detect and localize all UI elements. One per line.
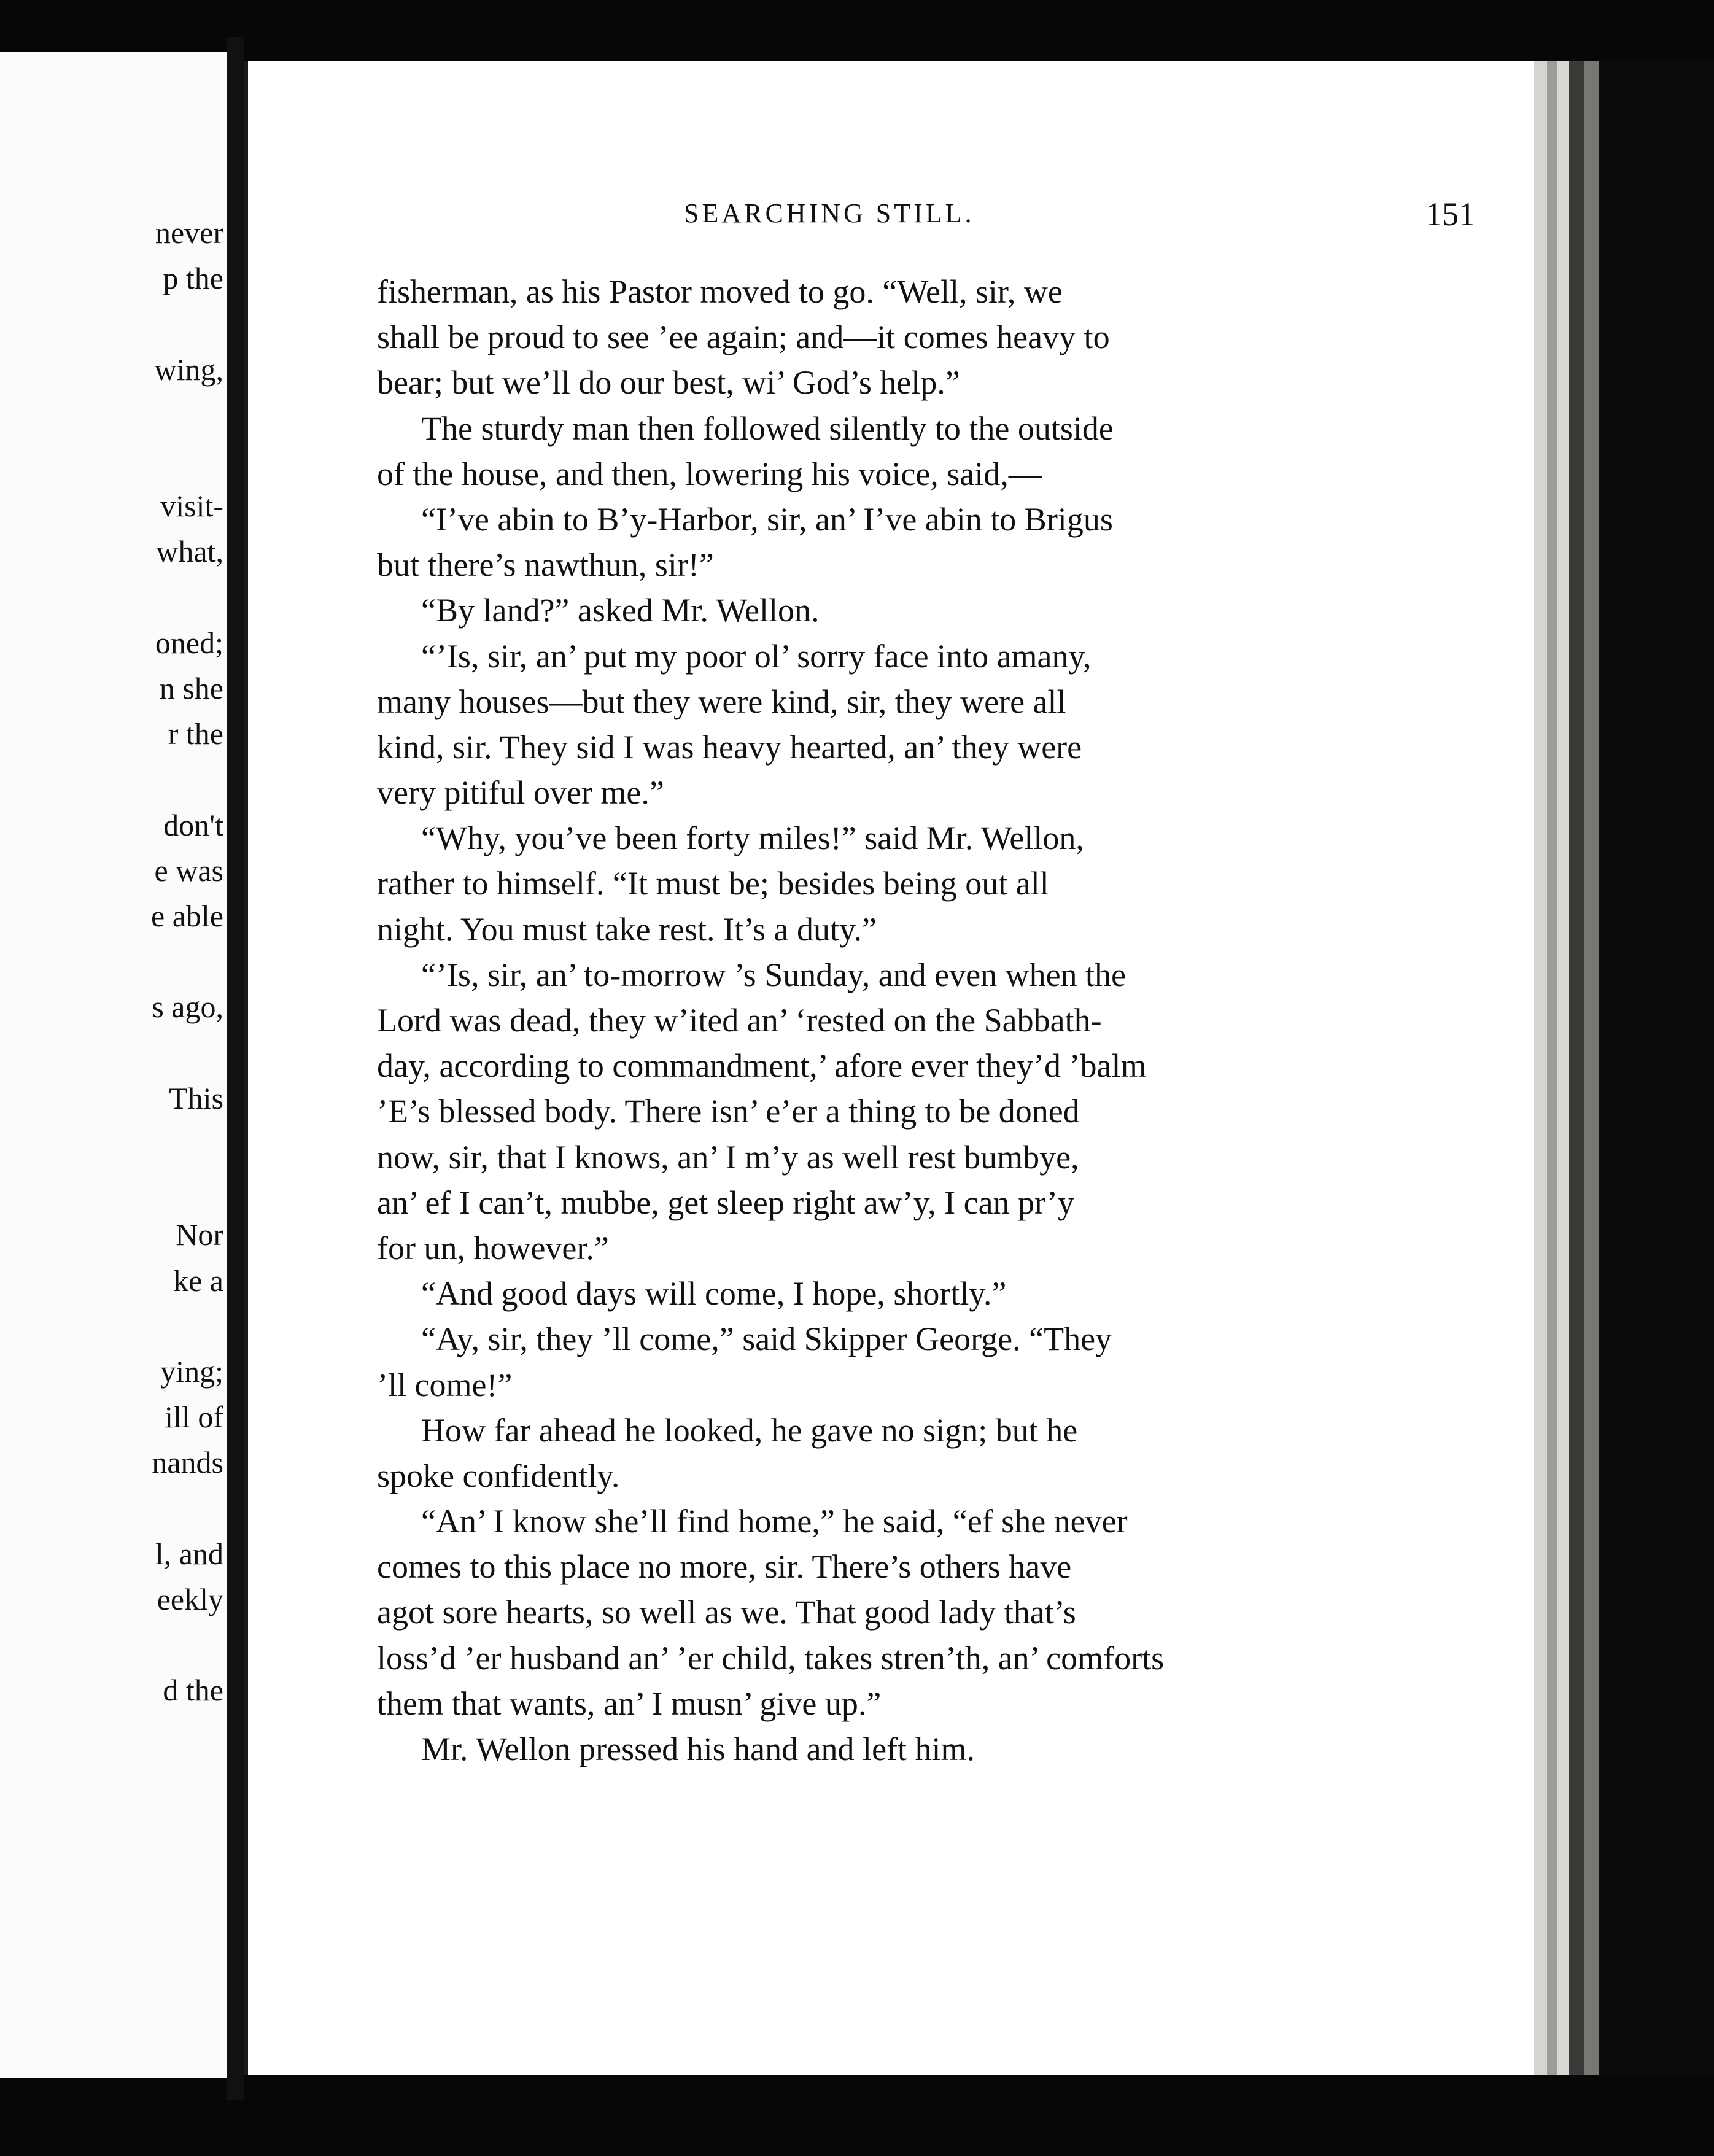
book-gutter — [227, 37, 244, 2100]
text-line: rather to himself. “It must be; besides being out all — [377, 865, 1049, 902]
text-line: The sturdy man then followed silently to the outside — [421, 409, 1114, 447]
current-page — [244, 61, 1537, 2075]
text-line: Lord was dead, they w’ited an’ ‘rested on the Sabbath- — [377, 1002, 1102, 1039]
previous-page-line-fragment: oned; — [155, 625, 223, 660]
page-edge — [1534, 61, 1547, 2075]
previous-page-line-fragment: e was — [154, 853, 223, 888]
previous-page-line-fragment: e able — [151, 899, 223, 933]
page-edge — [1584, 61, 1599, 2075]
text-line: kind, sir. They sid I was heavy hearted, an’ they were — [377, 728, 1082, 766]
text-line: very pitiful over me.” — [377, 774, 664, 812]
text-line: “I’ve abin to B’y-Harbor, sir, an’ I’ve abin to Brigus — [421, 500, 1113, 538]
previous-page-line-fragment: r the — [168, 716, 223, 751]
text-line: them that wants, an’ I musn’ give up.” — [377, 1685, 882, 1722]
text-line: ’E’s blessed body. There isn’ e’er a thing to be doned — [377, 1093, 1080, 1130]
text-line: many houses—but they were kind, sir, they were all — [377, 683, 1066, 720]
previous-page-line-fragment: p the — [163, 261, 223, 296]
previous-page-line-fragment: ying; — [160, 1354, 223, 1389]
previous-page-line-fragment: d the — [163, 1673, 223, 1708]
text-line: ’ll come!” — [377, 1366, 513, 1403]
text-line: How far ahead he looked, he gave no sign; but he — [421, 1411, 1078, 1449]
text-line: “An’ I know she’ll find home,” he said, “ef she never — [421, 1503, 1128, 1540]
text-line: “Why, you’ve been forty miles!” said Mr. Wellon, — [421, 820, 1084, 857]
text-line: bear; but we’ll do our best, wi’ God’s help.” — [377, 364, 960, 401]
page-edge — [1547, 61, 1557, 2075]
text-line: Mr. Wellon pressed his hand and left him. — [421, 1731, 975, 1767]
previous-page-line-fragment: Nor — [176, 1217, 223, 1252]
text-line: but there’s nawthun, sir!” — [377, 546, 714, 584]
text-line: “By land?” asked Mr. Wellon. — [421, 592, 820, 629]
previous-page-line-fragment: wing, — [154, 352, 223, 387]
text-line: night. You must take rest. It’s a duty.” — [377, 910, 877, 948]
previous-page-line-fragment: never — [155, 215, 223, 250]
text-line: loss’d ’er husband an’ ’er child, takes stren’th, an’ comforts — [377, 1639, 1165, 1677]
text-line: an’ ef I can’t, mubbe, get sleep right aw’y, I can pr’y — [377, 1184, 1075, 1221]
running-head: SEARCHING STILL. — [684, 198, 975, 228]
text-line: “And good days will come, I hope, shortly.” — [421, 1275, 1007, 1313]
text-line: agot sore hearts, so well as we. That good lady that’s — [377, 1594, 1076, 1631]
previous-page-line-fragment: l, and — [155, 1536, 223, 1571]
previous-page-line-fragment: nands — [152, 1445, 223, 1480]
text-line: day, according to commandment,’ afore ever they’d ’balm — [377, 1047, 1147, 1085]
page-number: 151 — [1425, 196, 1475, 233]
previous-page-line-fragment: what, — [156, 534, 223, 569]
previous-page-line-fragment: This — [169, 1080, 223, 1115]
previous-page — [0, 52, 230, 2078]
text-line: comes to this place no more, sir. There’s others have — [377, 1548, 1072, 1586]
previous-page-line-fragment: ill of — [165, 1400, 223, 1435]
page-body-text — [377, 269, 1525, 1772]
text-line: shall be proud to see ’ee again; and—it comes heavy to — [377, 319, 1110, 356]
page-edge — [1557, 61, 1569, 2075]
text-line: “’Is, sir, an’ put my poor ol’ sorry face into amany, — [421, 637, 1092, 675]
previous-page-line-fragment: visit- — [160, 489, 223, 524]
previous-page-line-fragment: eekly — [157, 1582, 223, 1616]
previous-page-line-fragment: s ago, — [152, 990, 223, 1025]
text-line: for un, however.” — [377, 1229, 609, 1266]
text-line: fisherman, as his Pastor moved to go. “Well, sir, we — [377, 273, 1063, 310]
text-line: “Ay, sir, they ’ll come,” said Skipper George. “They — [421, 1320, 1112, 1358]
text-line: now, sir, that I knows, an’ I m’y as well rest bumbye, — [377, 1138, 1079, 1176]
previous-page-line-fragment: don't — [163, 807, 223, 842]
text-line: “’Is, sir, an’ to-morrow ’s Sunday, and even when the — [421, 956, 1127, 993]
book-spine — [1599, 61, 1714, 2075]
page-edge — [1569, 61, 1584, 2075]
previous-page-line-fragment: n she — [159, 671, 223, 705]
previous-page-line-fragment: ke a — [173, 1263, 223, 1298]
text-line: of the house, and then, lowering his voice, said,— — [377, 455, 1042, 492]
text-line: spoke confidently. — [377, 1457, 620, 1494]
